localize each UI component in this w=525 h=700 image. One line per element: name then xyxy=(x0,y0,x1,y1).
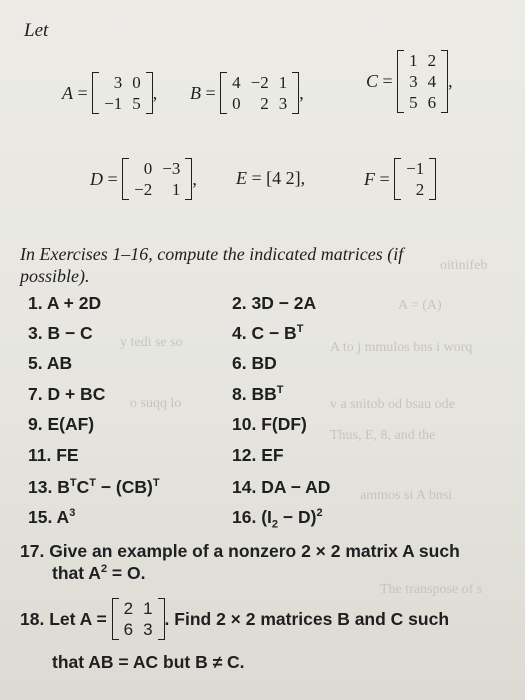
exercise-expression: F(DF) xyxy=(261,414,307,434)
exercise-number: 10. xyxy=(232,414,262,434)
exercise-number: 11. xyxy=(28,445,57,465)
matrix-entry: 3 xyxy=(143,620,153,639)
matrix-entry: 0 xyxy=(132,73,141,92)
problem-18-line1: 18. Let A = 2 1 6 3 . Find 2 × 2 matrices B and C such xyxy=(20,599,450,639)
exercise-number: 8. xyxy=(232,384,252,404)
exercise-number: 15. xyxy=(28,507,57,527)
matrix-entry: 1 xyxy=(171,180,181,199)
exercise-number: 9. xyxy=(28,414,48,434)
exercise-number: 5. xyxy=(28,353,47,373)
matrix-entry: 1 xyxy=(278,73,288,92)
exercise-instructions-line2: possible). xyxy=(20,266,90,286)
exercise-expression: BD xyxy=(251,353,277,373)
exercise-item: 16. $(I_2 - D)^2$ xyxy=(232,507,323,531)
exercise-expression: 3D − 2A xyxy=(251,293,317,313)
matrix-row xyxy=(401,158,429,179)
matrix-entry: −2 xyxy=(134,180,153,199)
exercise-item xyxy=(232,477,330,498)
exercise-item xyxy=(232,414,307,435)
matrix-E-row: [4 2], xyxy=(266,168,306,188)
exercise-item xyxy=(28,293,101,314)
exercise-expression: A xyxy=(56,507,70,527)
matrix-entry: 3 xyxy=(409,72,418,91)
matrix-label: A xyxy=(62,82,73,103)
matrix-label: D xyxy=(90,168,103,189)
exercise-item: 8. $BB^T$ xyxy=(232,384,284,404)
matrix-F-entries xyxy=(401,158,429,200)
matrix-entry: 5 xyxy=(132,94,141,113)
exercise-expression: DA − AD xyxy=(261,477,331,497)
exercise-expression: D + BC xyxy=(47,384,106,404)
matrix-row xyxy=(129,179,185,200)
exercise-item xyxy=(28,445,79,466)
matrix-entry: −1 xyxy=(104,94,123,113)
matrix-entry: 2 xyxy=(260,94,269,113)
problem-18-line2: that AB = AC but B ≠ C. xyxy=(52,652,245,672)
matrix-D xyxy=(122,158,192,200)
matrix-label: F xyxy=(364,168,375,189)
exercise-expression: B − C xyxy=(47,323,93,343)
exercise-item xyxy=(28,323,93,344)
exercise-item xyxy=(28,414,94,435)
exercise-number: 1. xyxy=(28,293,47,313)
matrix-entry: 2 xyxy=(123,599,134,618)
matrix-entry: −1 xyxy=(406,159,425,178)
matrix-row xyxy=(129,158,185,179)
matrix-row xyxy=(404,50,441,71)
exercise-number: 14. xyxy=(232,477,262,497)
exercise-instructions-line1: In Exercises 1–16, compute the indicated matrices (if xyxy=(20,244,404,264)
exercise-number: 16. xyxy=(232,507,262,527)
show-through-text: A = (A) xyxy=(398,298,442,313)
matrix-18 xyxy=(112,598,165,640)
show-through-text: y tedi se so xyxy=(120,335,183,350)
matrix-F-definition: F = −1 2 xyxy=(364,158,436,200)
exercise-item xyxy=(28,353,72,374)
matrix-row xyxy=(404,71,441,92)
exercise-number: 4. xyxy=(232,323,252,343)
matrix-A-entries xyxy=(99,72,146,114)
matrix-entry: 6 xyxy=(123,620,134,639)
matrix-B-entries xyxy=(227,72,292,114)
matrix-entry: 4 xyxy=(427,72,437,91)
exercise-number: 7. xyxy=(28,384,48,404)
problem-17-line1: 17. Give an example of a nonzero 2 × 2 matrix A such xyxy=(20,541,460,561)
exercise-number: 3. xyxy=(28,323,48,343)
show-through-text: oitìnifeb xyxy=(440,258,488,273)
matrix-row xyxy=(227,93,292,114)
exercise-expression: AB xyxy=(46,353,73,373)
matrix-label: C xyxy=(366,71,379,91)
matrix-row xyxy=(401,179,429,200)
matrix-18-entries xyxy=(119,598,158,640)
show-through-text: A to j mmulos bns i worq xyxy=(330,340,473,355)
matrix-row xyxy=(404,92,441,113)
matrix-entry: 1 xyxy=(143,599,153,618)
matrix-entry: 3 xyxy=(113,73,123,92)
matrix-entry: 4 xyxy=(232,73,241,92)
matrix-D-entries xyxy=(129,158,185,200)
show-through-text: The transpose of s xyxy=(380,582,483,597)
show-through-text: v a snitob od bsau ode xyxy=(330,397,455,412)
matrix-entry: 6 xyxy=(427,93,437,112)
exercise-item: 13. $B^TC^T - (CB)^T$ xyxy=(28,477,160,497)
matrix-row xyxy=(119,619,158,640)
exercise-item xyxy=(232,293,316,314)
exercise-expression: A + 2D xyxy=(46,293,102,313)
let-heading: Let xyxy=(24,20,49,41)
matrix-A xyxy=(92,72,153,114)
matrix-entry: 0 xyxy=(143,159,153,178)
exercise-expression: E(AF) xyxy=(47,414,95,434)
exercise-expression: EF xyxy=(261,445,284,465)
problem-17-line2: that $A^2 = O$. xyxy=(52,563,146,583)
matrix-label: E xyxy=(236,168,247,188)
show-through-text: o suqq lo xyxy=(130,396,182,411)
matrix-entry: −3 xyxy=(162,159,181,178)
matrix-E-definition: E = [4 2], xyxy=(236,168,306,188)
matrix-C-entries xyxy=(404,50,441,113)
exercise-item xyxy=(28,384,105,405)
exercise-number: 12. xyxy=(232,445,262,465)
exercise-expression: FE xyxy=(56,445,79,465)
matrix-C xyxy=(397,50,448,113)
exercise-number: 2. xyxy=(232,293,252,313)
exercise-number: 6. xyxy=(232,353,252,373)
matrix-entry: −2 xyxy=(250,73,269,92)
matrix-F xyxy=(394,158,436,200)
matrix-C-definition: C = 1 2 3 4 5 6 , xyxy=(366,51,453,112)
exercise-item xyxy=(232,445,284,466)
matrix-row xyxy=(119,598,158,619)
matrix-row xyxy=(99,72,146,93)
show-through-text: Thus, E, 8, and the xyxy=(330,428,436,443)
matrix-entry: 2 xyxy=(427,51,437,70)
exercise-expression: C − B xyxy=(251,323,297,343)
exercise-expression: B xyxy=(57,477,70,497)
matrix-D-definition: D = 0 −3 −2 1 , xyxy=(90,159,197,199)
exercise-number: 13. xyxy=(28,477,58,497)
exercise-expression: BB xyxy=(251,384,277,404)
exercise-item: 4. $C - B^T$ xyxy=(232,323,304,343)
matrix-entry: 3 xyxy=(278,94,288,113)
matrix-A-definition: A = 3 0 −1 5 , xyxy=(62,73,158,113)
matrix-entry: 5 xyxy=(409,93,418,112)
matrix-entry: 0 xyxy=(232,94,241,113)
matrix-entry: 2 xyxy=(415,180,425,199)
exercise-item xyxy=(232,353,277,374)
show-through-text: ammos si A bnsi xyxy=(360,488,453,503)
matrix-B-definition: B = 4 −2 1 0 2 3 , xyxy=(190,73,304,113)
matrix-row xyxy=(99,93,146,114)
matrix-B xyxy=(220,72,299,114)
matrix-row xyxy=(227,72,292,93)
matrix-entry: 1 xyxy=(409,51,418,70)
exercise-expression: (I xyxy=(261,507,272,527)
exercise-item: 15. $A^3$ xyxy=(28,507,76,527)
matrix-label: B xyxy=(190,82,201,103)
